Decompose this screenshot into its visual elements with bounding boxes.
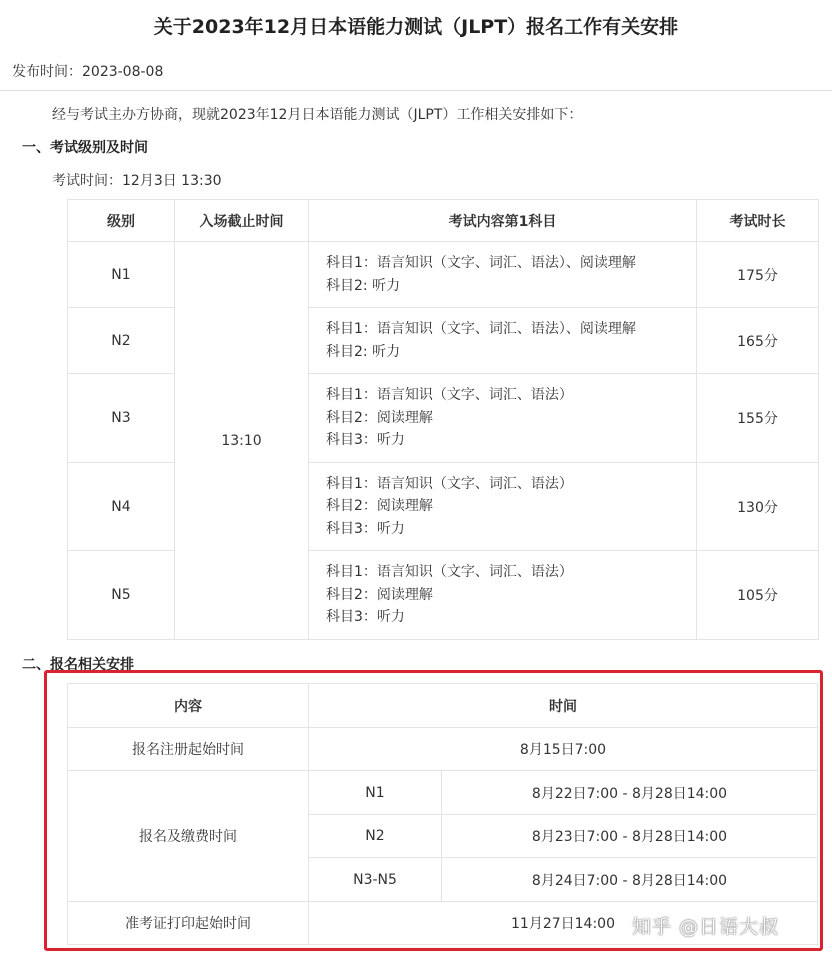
duration-cell: 175分	[697, 242, 819, 308]
table-header-row	[68, 200, 819, 242]
section-heading-registration: 二、报名相关安排	[22, 657, 134, 673]
payment-time-cell: 8月23日7:00 - 8月28日14:00	[442, 815, 818, 858]
entry-deadline-cell: 13:10	[175, 242, 309, 640]
subjects-cell	[309, 374, 697, 463]
subject-line: 科目3：听力	[326, 432, 405, 449]
registration-start-label: 报名注册起始时间	[68, 728, 309, 771]
subject-line: 科目2: 听力	[326, 277, 401, 294]
level-cell: N2	[68, 308, 175, 374]
subject-line: 科目1：语言知识（文字、词汇、语法）	[326, 564, 573, 581]
payment-time-cell: 8月22日7:00 - 8月28日14:00	[442, 771, 818, 815]
registration-start-time: 8月15日7:00	[309, 728, 818, 771]
watermark: 知乎 @日语大叔	[632, 916, 780, 938]
divider	[0, 90, 832, 91]
highlight-box	[44, 670, 823, 951]
subject-line: 科目1：语言知识（文字、词汇、语法）	[326, 475, 573, 492]
level-cell: N5	[68, 551, 175, 640]
duration-cell: 130分	[697, 463, 819, 551]
duration-cell: 165分	[697, 308, 819, 374]
payment-time-cell: 8月24日7:00 - 8月28日14:00	[442, 858, 818, 902]
subjects-cell	[309, 308, 697, 374]
payment-level-cell: N1	[309, 771, 442, 815]
subject-line: 科目3：听力	[326, 609, 405, 626]
header-entry-deadline: 入场截止时间	[175, 200, 309, 242]
subject-line: 科目1：语言知识（文字、词汇、语法）、阅读理解	[326, 255, 636, 271]
exam-time: 考试时间：12月3日 13:30	[52, 173, 222, 189]
subject-line: 科目1：语言知识（文字、词汇、语法）、阅读理解	[326, 321, 636, 337]
level-cell: N3	[68, 374, 175, 463]
section-heading-exam-levels: 一、考试级别及时间	[22, 140, 148, 156]
level-cell: N4	[68, 463, 175, 551]
header-content: 内容	[68, 684, 309, 728]
header-duration: 考试时长	[697, 200, 819, 242]
exam-schedule-table	[67, 199, 819, 640]
intro-paragraph: 经与考试主办方协商，现就2023年12月日本语能力测试（JLPT）工作相关安排如下：	[52, 107, 583, 123]
subjects-cell	[309, 242, 697, 308]
duration-cell: 155分	[697, 374, 819, 463]
header-time: 时间	[309, 684, 818, 728]
subject-line: 科目2：阅读理解	[326, 498, 433, 515]
subjects-cell	[309, 463, 697, 551]
subject-line: 科目3：听力	[326, 520, 405, 537]
page-title: 关于2023年12月日本语能力测试（JLPT）报名工作有关安排	[153, 16, 679, 38]
admission-print-time: 11月27日14:00	[309, 902, 818, 945]
table-row	[68, 242, 819, 308]
payment-level-cell: N3-N5	[309, 858, 442, 902]
admission-print-label: 准考证打印起始时间	[68, 902, 309, 945]
duration-cell: 105分	[697, 551, 819, 640]
subject-line: 科目2: 听力	[326, 343, 401, 360]
payment-period-label: 报名及缴费时间	[68, 771, 309, 902]
subject-line: 科目1：语言知识（文字、词汇、语法）	[326, 387, 573, 404]
subject-line: 科目2：阅读理解	[326, 409, 433, 426]
subjects-cell	[309, 551, 697, 640]
publish-date: 发布时间：2023-08-08	[12, 64, 164, 80]
payment-level-cell: N2	[309, 815, 442, 858]
subject-line: 科目2：阅读理解	[326, 586, 433, 603]
header-level: 级别	[68, 200, 175, 242]
header-exam-content: 考试内容第1科目	[309, 200, 697, 242]
level-cell: N1	[68, 242, 175, 308]
